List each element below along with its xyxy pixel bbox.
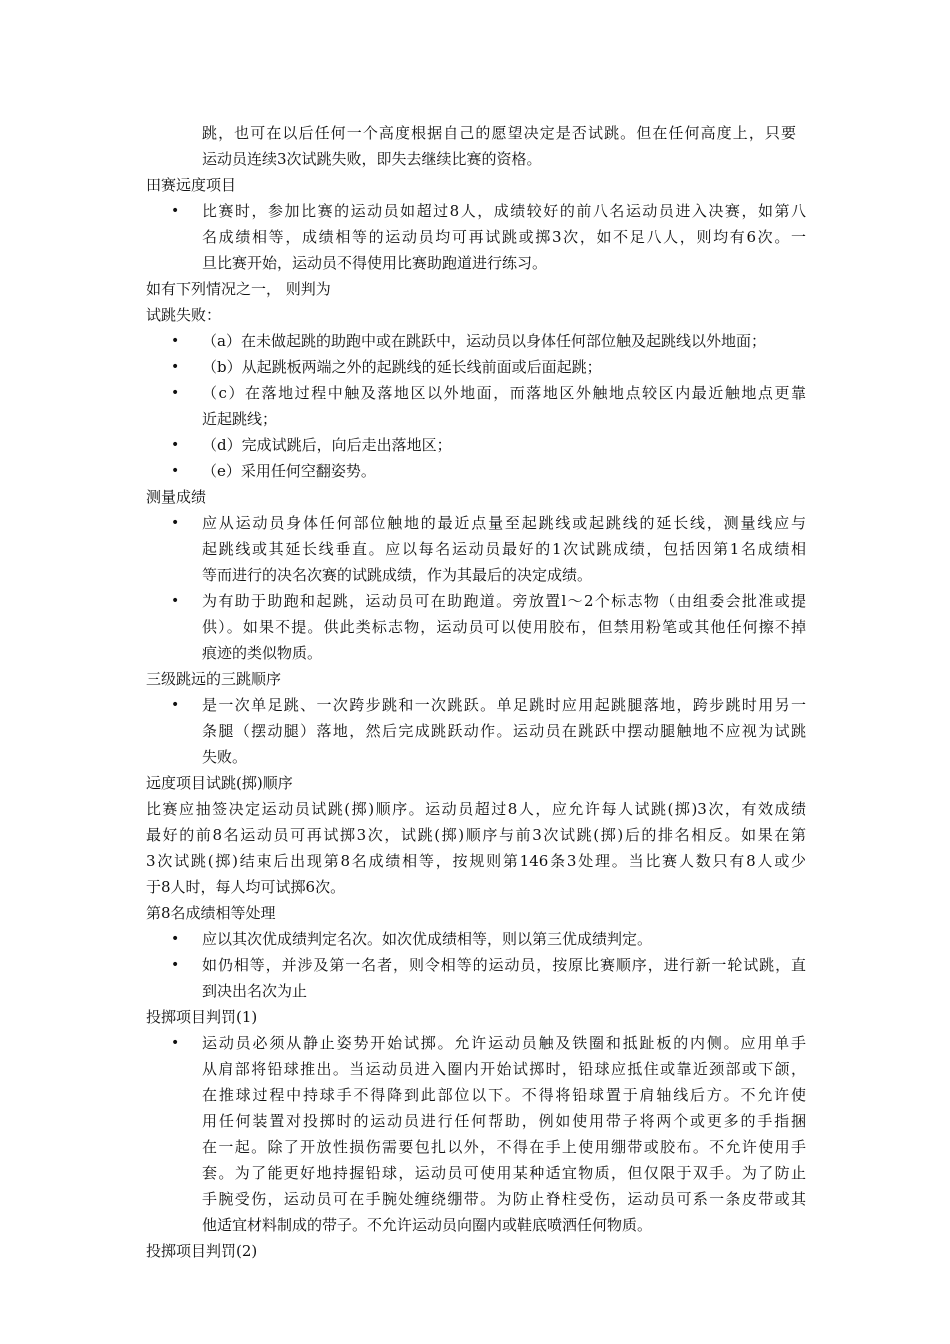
bullet-marker: • <box>171 593 180 609</box>
text-line: 最好的前8名运动员可再试掷3次，试跳(掷)顺序与前3次试跳(掷)后的排名相反。如果在第 <box>146 826 806 844</box>
text-line: （b）从起跳板两端之外的起跳线的延长线前面或后面起跳； <box>202 358 602 376</box>
section-heading: 投掷项目判罚(2) <box>146 1242 258 1260</box>
bullet-marker: • <box>171 333 180 349</box>
text-line: 供）。如果不提。供此类标志物，运动员可以使用胶布，但禁用粉笔或其他任何擦不掉 <box>202 618 806 636</box>
text-line: 在一起。除了开放性损伤需要包扎以外，不得在手上使用绷带或胶布。不允许使用手 <box>202 1138 806 1156</box>
section-heading: 第8名成绩相等处理 <box>146 904 276 922</box>
text-line: 应以其次优成绩判定名次。如次优成绩相等，则以第三优成绩判定。 <box>202 930 653 948</box>
text-line: 如仍相等，并涉及第一名者，则令相等的运动员，按原比赛顺序，进行新一轮试跳，直 <box>202 956 806 974</box>
text-line: 应从运动员身体任何部位触地的最近点量至起跳线或起跳线的延长线，测量线应与 <box>202 514 806 532</box>
text-line: 起跳线或其延长线垂直。应以每名运动员最好的1次试跳成绩，包括因第1名成绩相 <box>202 540 806 558</box>
text-line: 套。为了能更好地持握铅球，运动员可使用某种适宜物质，但仅限于双手。为了防止 <box>202 1164 806 1182</box>
bullet-marker: • <box>171 515 180 531</box>
bullet-marker: • <box>171 1035 180 1051</box>
text-line: 跳，也可在以后任何一个高度根据自己的愿望决定是否试跳。但在任何高度上，只要 <box>202 124 796 142</box>
bullet-marker: • <box>171 931 180 947</box>
text-line: （c）在落地过程中触及落地区以外地面，而落地区外触地点较区内最近触地点更靠 <box>202 384 806 402</box>
bullet-marker: • <box>171 437 180 453</box>
text-line: 名成绩相等，成绩相等的运动员均可再试跳或掷3次，如不足八人，则均有6次。一 <box>202 228 806 246</box>
section-heading: 远度项目试跳(掷)顺序 <box>146 774 293 792</box>
text-line: （a）在未做起跳的助跑中或在跳跃中，运动员以身体任何部位触及起跳线以外地面； <box>202 332 766 350</box>
bullet-marker: • <box>171 463 180 479</box>
section-heading: 投掷项目判罚(1) <box>146 1008 258 1026</box>
text-line: 运动员连续3次试跳失败，即失去继续比赛的资格。 <box>202 150 542 168</box>
text-line: 于8人时，每人均可试掷6次。 <box>146 878 346 896</box>
bullet-marker: • <box>171 359 180 375</box>
section-heading: 三级跳远的三跳顺序 <box>146 670 282 688</box>
text-line: 为有助于助跑和起跳，运动员可在助跑道。旁放置l～2个标志物（由组委会批准或提 <box>202 592 806 610</box>
bullet-marker: • <box>171 697 180 713</box>
bullet-marker: • <box>171 957 180 973</box>
text-line: 3次试跳(掷)结束后出现第8名成绩相等，按规则第146条3处理。当比赛人数只有8人或少 <box>146 852 806 870</box>
text-line: 痕迹的类似物质。 <box>202 644 323 662</box>
text-line: （e）采用任何空翻姿势。 <box>202 462 376 480</box>
section-heading: 测量成绩 <box>146 488 207 506</box>
text-line: 在推球过程中持球手不得降到此部位以下。不得将铅球置于肩轴线后方。不允许使 <box>202 1086 806 1104</box>
text-line: 近起跳线； <box>202 410 278 428</box>
text-line: 失败。 <box>202 748 248 766</box>
text-line: 等而进行的决名次赛的试跳成绩，作为其最后的决定成绩。 <box>202 566 593 584</box>
text-line: 运动员必须从静止姿势开始试掷。允许运动员触及铁圈和抵趾板的内侧。应用单手 <box>202 1034 806 1052</box>
text-line: 从肩部将铅球推出。当运动员进入圈内开始试掷时，铅球应抵住或靠近颈部或下颌， <box>202 1060 806 1078</box>
text-line: 是一次单足跳、一次跨步跳和一次跳跃。单足跳时应用起跳腿落地，跨步跳时用另一 <box>202 696 806 714</box>
section-heading: 田赛远度项目 <box>146 176 237 194</box>
section-heading: 试跳失败： <box>146 306 222 324</box>
bullet-marker: • <box>171 203 180 219</box>
bullet-marker: • <box>171 385 180 401</box>
text-line: 到决出名次为止 <box>202 982 308 1000</box>
text-line: 旦比赛开始，运动员不得使用比赛助跑道进行练习。 <box>202 254 548 272</box>
text-line: 比赛时，参加比赛的运动员如超过8人，成绩较好的前八名运动员进入决赛，如第八 <box>202 202 806 220</box>
text-line: 比赛应抽签决定运动员试跳(掷)顺序。运动员超过8人，应允许每人试跳(掷)3次，有效成绩 <box>146 800 806 818</box>
text-line: （d）完成试跳后，向后走出落地区； <box>202 436 452 454</box>
text-line: 手腕受伤，运动员可在手腕处缠绕绷带。为防止脊柱受伤，运动员可系一条皮带或其 <box>202 1190 806 1208</box>
section-heading: 如有下列情况之一， 则判为 <box>146 280 331 298</box>
text-line: 用任何装置对投掷时的运动员进行任何帮助，例如使用带子将两个或更多的手指捆 <box>202 1112 806 1130</box>
text-line: 他适宜材料制成的带子。不允许运动员向圈内或鞋底喷洒任何物质。 <box>202 1216 653 1234</box>
text-line: 条腿（摆动腿）落地，然后完成跳跃动作。运动员在跳跃中摆动腿触地不应视为试跳 <box>202 722 806 740</box>
